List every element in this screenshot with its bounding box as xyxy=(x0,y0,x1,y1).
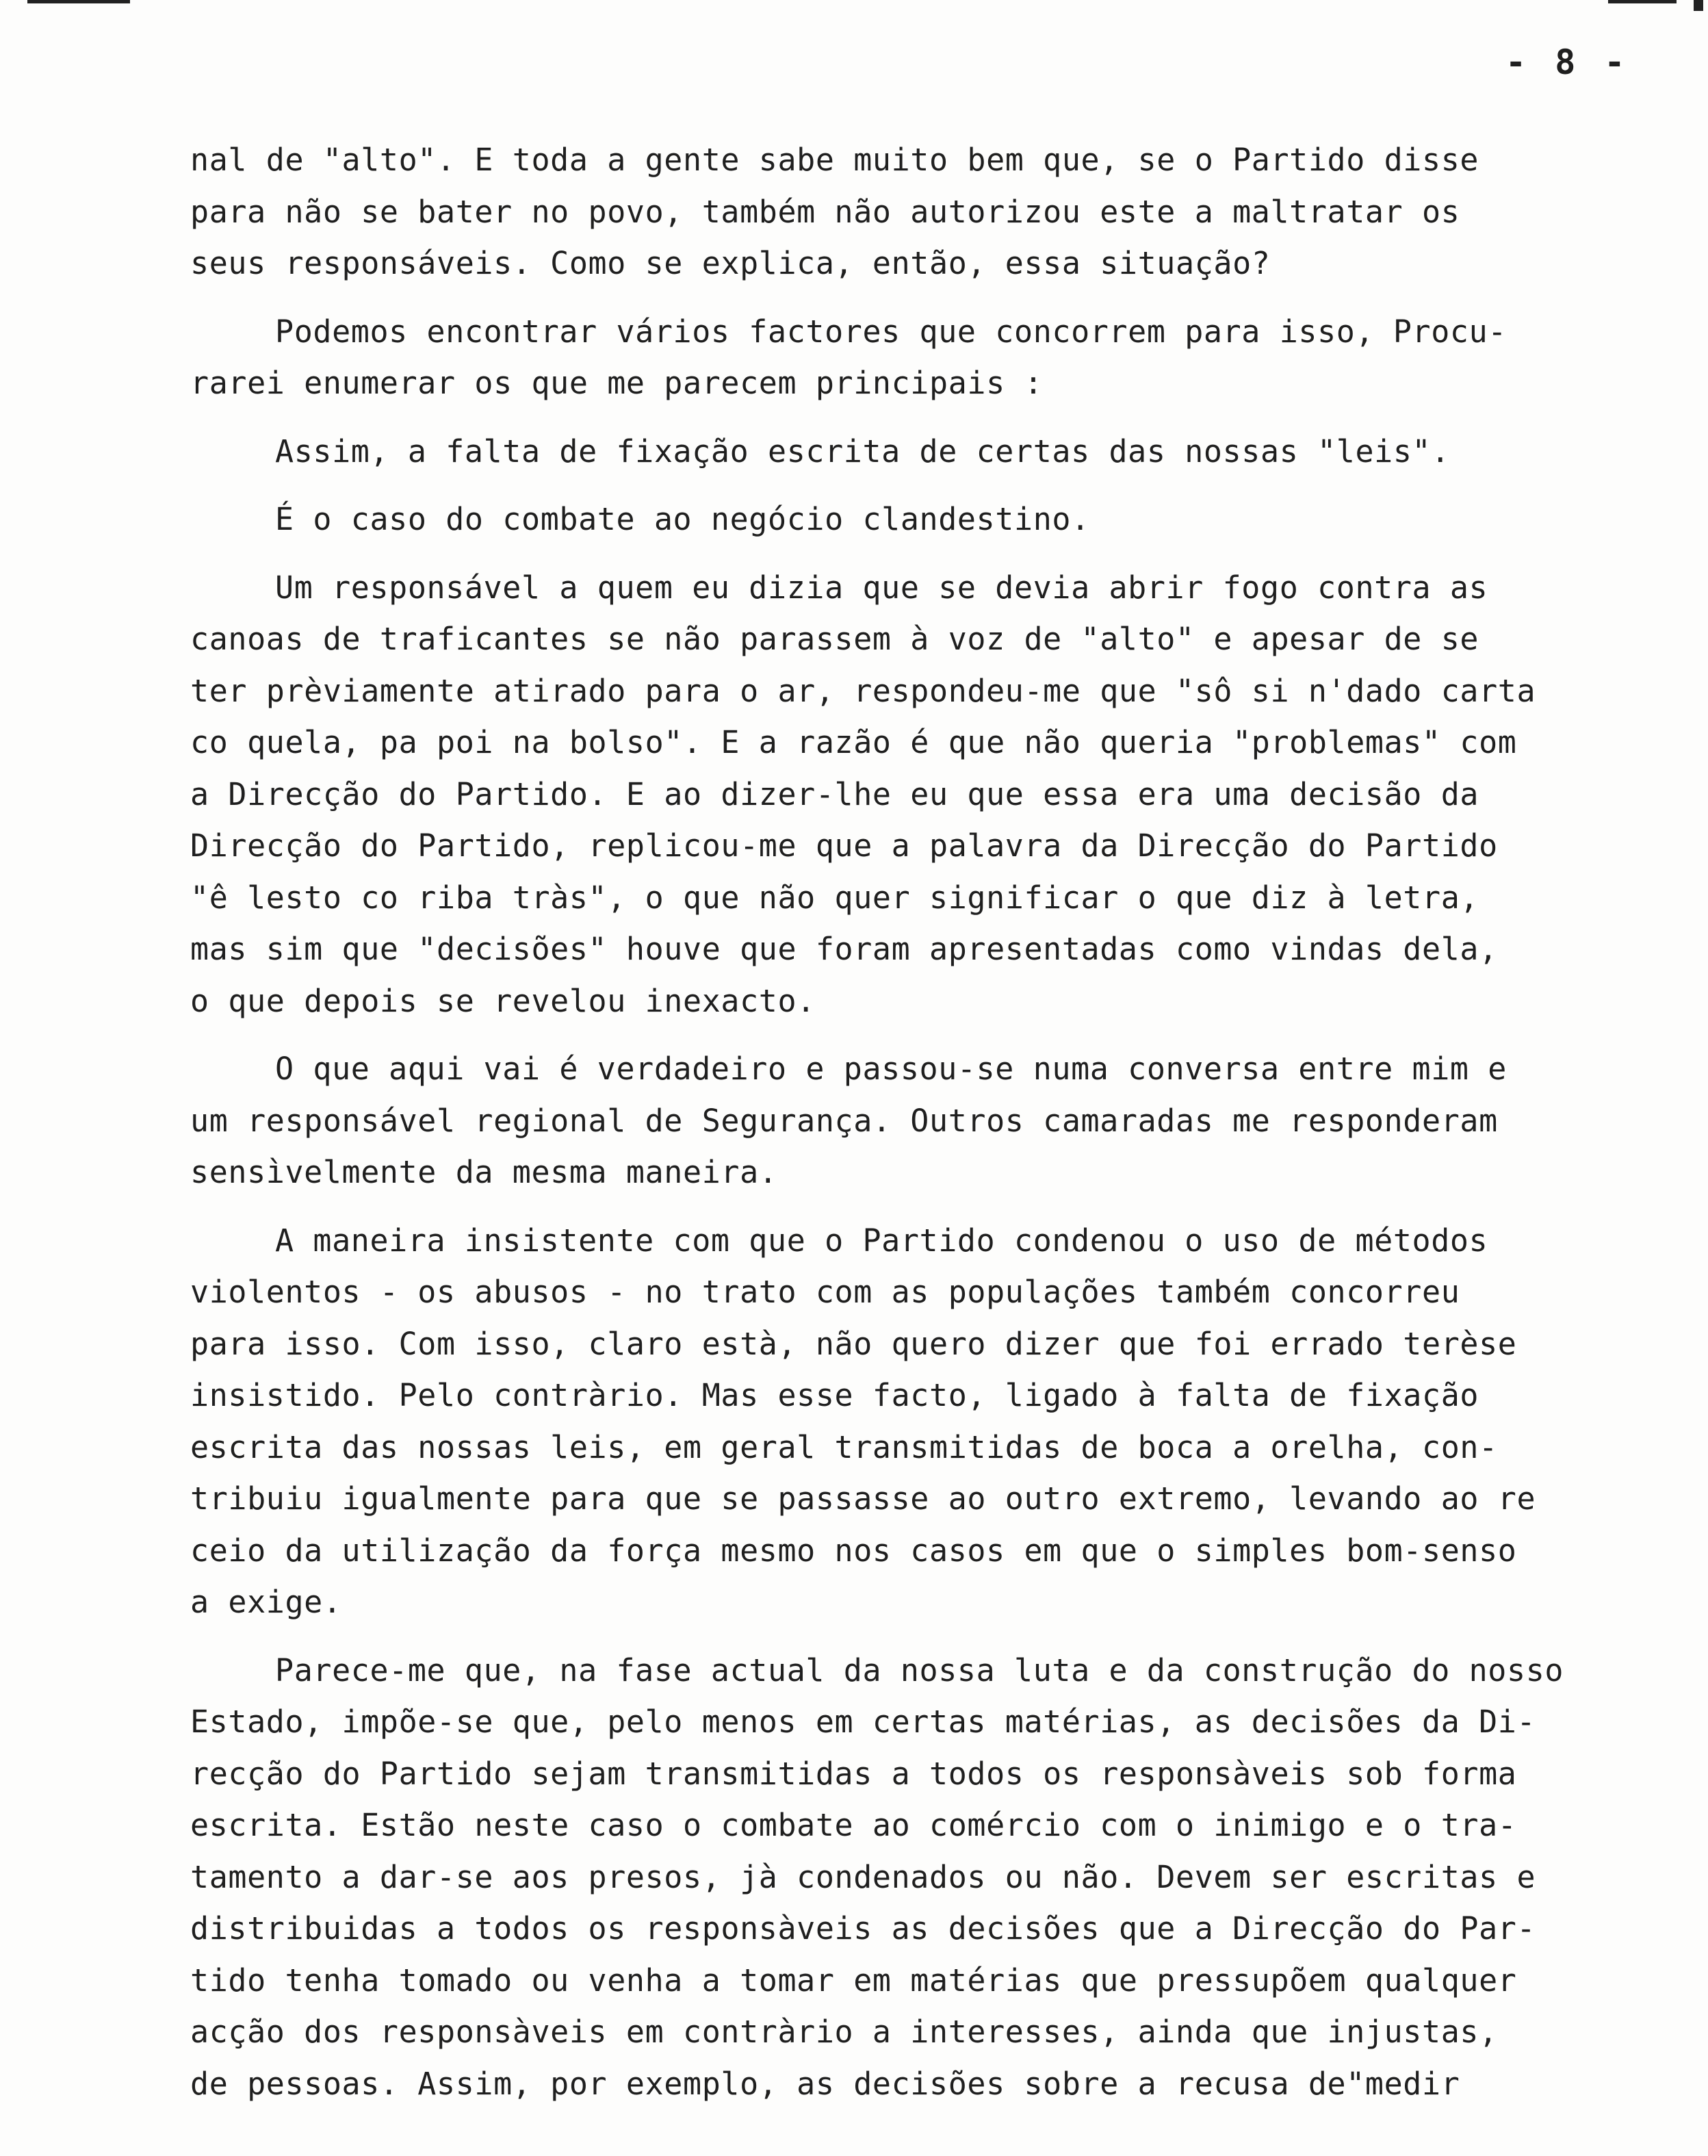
text-line: tamento a dar-se aos presos, jà condenados ou não. Devem ser escritas e xyxy=(190,1858,1536,1895)
paragraph xyxy=(190,1645,1682,2110)
text-line: tribuiu igualmente para que se passasse ao outro extremo, levando ao re xyxy=(190,1480,1536,1517)
text-line: sensìvelmente da mesma maneira. xyxy=(190,1154,778,1190)
text-line: Um responsável a quem eu dizia que se devia abrir fogo contra as xyxy=(275,569,1488,606)
paragraph xyxy=(190,1215,1682,1628)
text-line: recção do Partido sejam transmitidas a todos os responsàveis sob forma xyxy=(190,1755,1517,1792)
text-line: O que aqui vai é verdadeiro e passou-se numa conversa entre mim e xyxy=(275,1051,1507,1087)
text-line: tido tenha tomado ou venha a tomar em matérias que pressupõem qualquer xyxy=(190,1962,1517,1999)
text-line: escrita das nossas leis, em geral transmitidas de boca a orelha, con- xyxy=(190,1428,1498,1465)
text-line: "ê lesto co riba tràs", o que não quer significar o que diz à letra, xyxy=(190,879,1479,916)
text-line: nal de "alto". E toda a gente sabe muito bem que, se o Partido disse xyxy=(190,142,1479,178)
text-line: a exige. xyxy=(190,1584,342,1620)
text-line: de pessoas. Assim, por exemplo, as decisões sobre a recusa de"medir xyxy=(190,2065,1460,2102)
text-line: distribuidas a todos os responsàveis as decisões que a Direcção do Par- xyxy=(190,1910,1536,1947)
text-line: um responsável regional de Segurança. Outros camaradas me responderam xyxy=(190,1102,1498,1139)
text-line: insistido. Pelo contràrio. Mas esse facto, ligado à falta de fixação xyxy=(190,1377,1479,1413)
scan-edge-mark-right xyxy=(1608,0,1677,3)
paragraph xyxy=(190,134,1682,290)
text-line: mas sim que "decisões" houve que foram apresentadas como vindas dela, xyxy=(190,931,1498,967)
text-line: escrita. Estão neste caso o combate ao comércio com o inimigo e o tra- xyxy=(190,1807,1517,1843)
text-line: Estado, impõe-se que, pelo menos em certas matérias, as decisões da Di- xyxy=(190,1704,1536,1740)
paragraph xyxy=(190,562,1682,1027)
paragraph xyxy=(190,306,1682,409)
text-line: seus responsáveis. Como se explica, então, essa situação? xyxy=(190,245,1271,281)
paragraph xyxy=(190,426,1682,478)
body-text xyxy=(190,134,1682,2126)
scan-edge-mark-left xyxy=(27,0,130,3)
text-line: para não se bater no povo, também não autorizou este a maltratar os xyxy=(190,193,1460,230)
text-line: canoas de traficantes se não parassem à voz de "alto" e apesar de se xyxy=(190,621,1479,657)
text-line: para isso. Com isso, claro està, não quero dizer que foi errado terèse xyxy=(190,1325,1517,1362)
text-line: A maneira insistente com que o Partido condenou o uso de métodos xyxy=(275,1222,1488,1259)
text-line: Parece-me que, na fase actual da nossa luta e da construção do nosso xyxy=(275,1652,1564,1689)
text-line: rarei enumerar os que me parecem principais : xyxy=(190,365,1044,401)
text-line: É o caso do combate ao negócio clandestino. xyxy=(275,501,1090,537)
scan-edge-dot xyxy=(1694,0,1703,11)
paragraph xyxy=(190,493,1682,546)
paragraph xyxy=(190,1043,1682,1198)
text-line: acção dos responsàveis em contràrio a interesses, ainda que injustas, xyxy=(190,2014,1498,2050)
text-line: violentos - os abusos - no trato com as populações também concorreu xyxy=(190,1274,1460,1310)
text-line: Direcção do Partido, replicou-me que a palavra da Direcção do Partido xyxy=(190,827,1498,864)
text-line: o que depois se revelou inexacto. xyxy=(190,982,816,1019)
text-line: ter prèviamente atirado para o ar, respondeu-me que "sô si n'dado carta xyxy=(190,672,1536,709)
text-line: ceio da utilização da força mesmo nos casos em que o simples bom-senso xyxy=(190,1532,1517,1569)
text-line: Assim, a falta de fixação escrita de certas das nossas "leis". xyxy=(275,433,1450,470)
page-number: - 8 - xyxy=(1505,42,1629,82)
text-line: Podemos encontrar vários factores que concorrem para isso, Procu- xyxy=(275,313,1507,350)
text-line: co quela, pa poi na bolso". E a razão é que não queria "problemas" com xyxy=(190,724,1517,760)
text-line: a Direcção do Partido. E ao dizer-lhe eu que essa era uma decisão da xyxy=(190,775,1479,812)
